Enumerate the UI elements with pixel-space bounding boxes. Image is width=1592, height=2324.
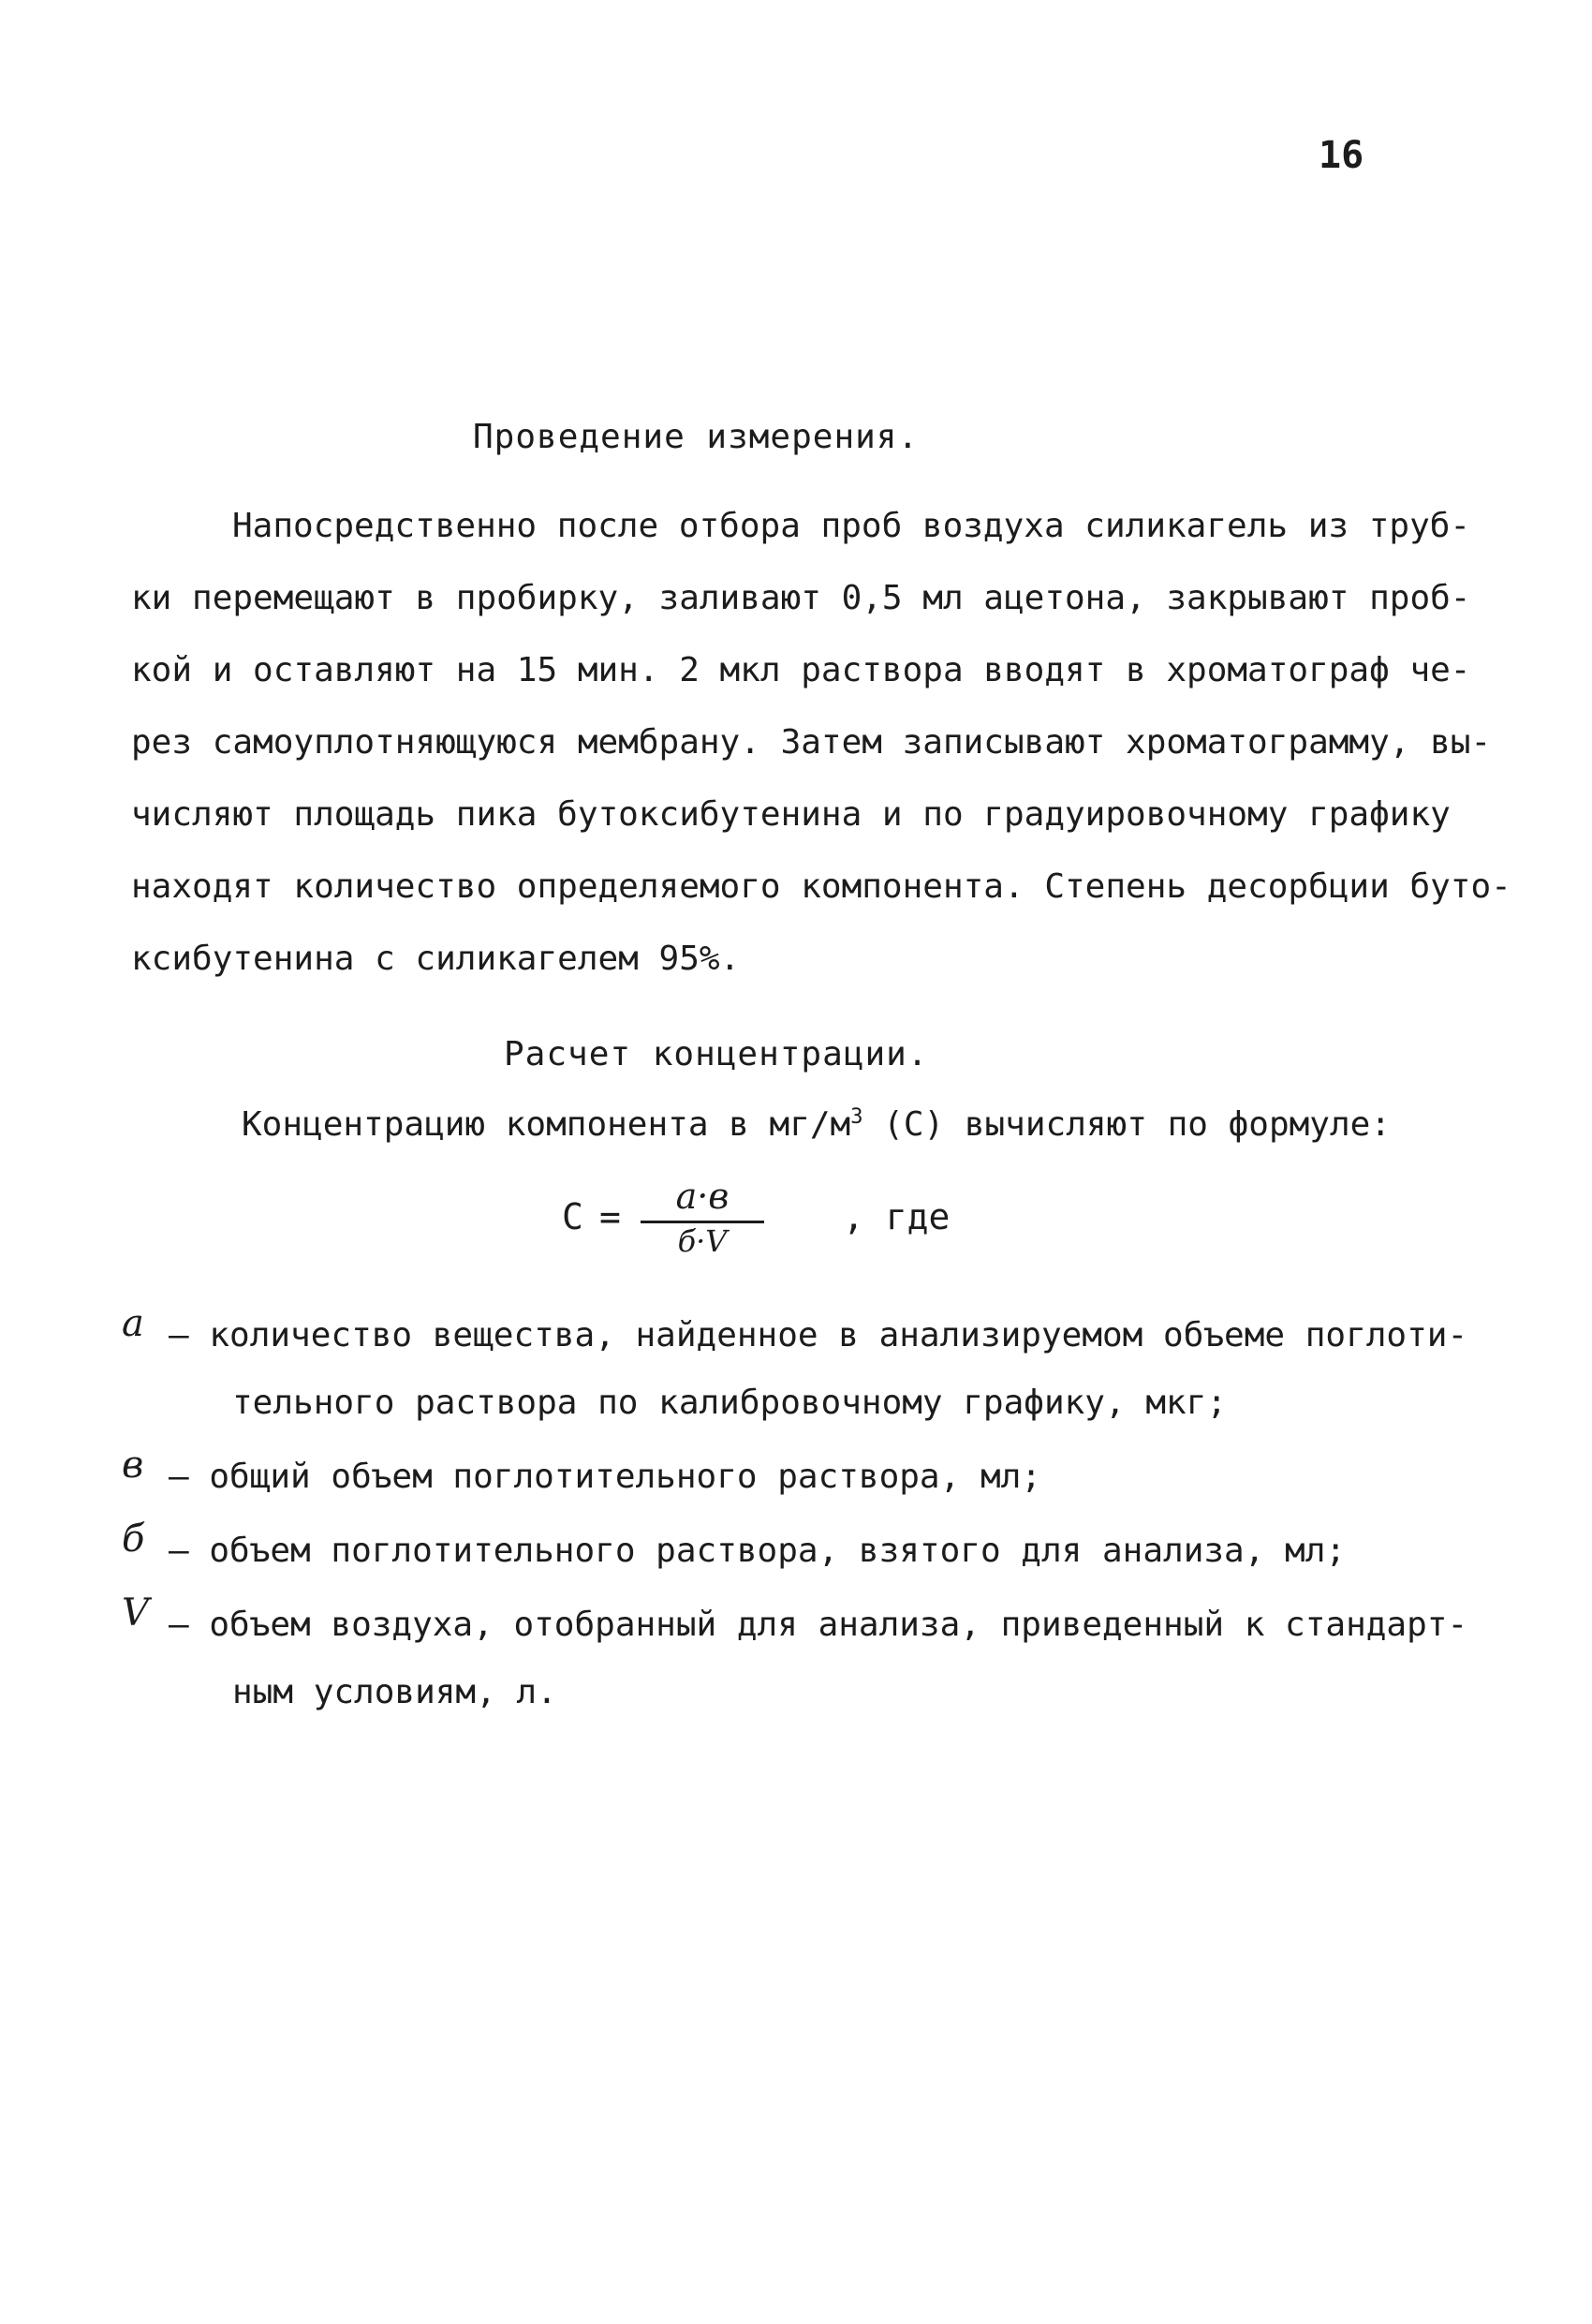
legend-text-continuation: ным условиям, л.	[232, 1673, 557, 1711]
legend-item-a	[122, 1302, 1489, 1437]
legend-text: – объем поглотительного раствора, взятого для анализа, мл;	[169, 1532, 1347, 1570]
formula-numerator: а·в	[675, 1176, 730, 1217]
paragraph-line: числяют площадь пика бутоксибутенина и по градуировочному графику	[131, 795, 1451, 834]
variable-legend	[122, 1302, 1489, 1733]
formula-intro	[242, 1105, 1391, 1144]
legend-item-b	[122, 1517, 1489, 1585]
legend-symbol: а	[122, 1302, 144, 1345]
formula-suffix: , где	[843, 1196, 951, 1237]
paragraph-line: кой и оставляют на 15 мин. 2 мкл раствора вводят в хроматограф че-	[131, 651, 1471, 689]
formula-fraction	[637, 1176, 768, 1259]
legend-item-v	[122, 1443, 1489, 1511]
section-title-measurement: Проведение измерения.	[473, 418, 920, 456]
legend-symbol: б	[122, 1517, 145, 1561]
paragraph-line: ксибутенина с силикагелем 95%.	[131, 940, 741, 978]
legend-symbol: в	[122, 1443, 144, 1487]
legend-item-volume	[122, 1591, 1489, 1726]
paragraph-line: ки перемещают в пробирку, заливают 0,5 мл ацетона, закрывают проб-	[131, 579, 1471, 617]
formula-intro-text-end: (С) вычисляют по формуле:	[862, 1105, 1391, 1144]
page-number: 16	[1319, 134, 1364, 177]
formula-lhs: С	[562, 1196, 583, 1237]
measurement-paragraph	[131, 490, 1511, 995]
formula-intro-text: Концентрацию компонента в мг/м	[242, 1105, 851, 1144]
legend-text: – общий объем поглотительного раствора, мл;	[169, 1458, 1041, 1496]
paragraph-line: рез самоуплотняющуюся мембрану. Затем записывают хроматограмму, вы-	[131, 723, 1492, 762]
formula-denominator: б·V	[677, 1223, 728, 1259]
legend-text-continuation: тельного раствора по калибровочному графику, мкг;	[232, 1384, 1228, 1422]
paragraph-line: Напосредственно после отбора проб воздуха силикагель из труб-	[232, 507, 1471, 545]
unit-exponent: 3	[850, 1105, 863, 1129]
legend-symbol: V	[122, 1591, 149, 1635]
section-title-calculation: Расчет концентрации.	[504, 1035, 929, 1073]
legend-text: – объем воздуха, отобранный для анализа, приведенный к стандарт-	[169, 1606, 1468, 1644]
concentration-formula	[562, 1176, 1030, 1279]
legend-text: – количество вещества, найденное в анализируемом объеме поглоти-	[169, 1316, 1468, 1354]
paragraph-line: находят количество определяемого компонента. Степень десорбции буто-	[131, 867, 1511, 906]
formula-equals: =	[599, 1196, 621, 1237]
